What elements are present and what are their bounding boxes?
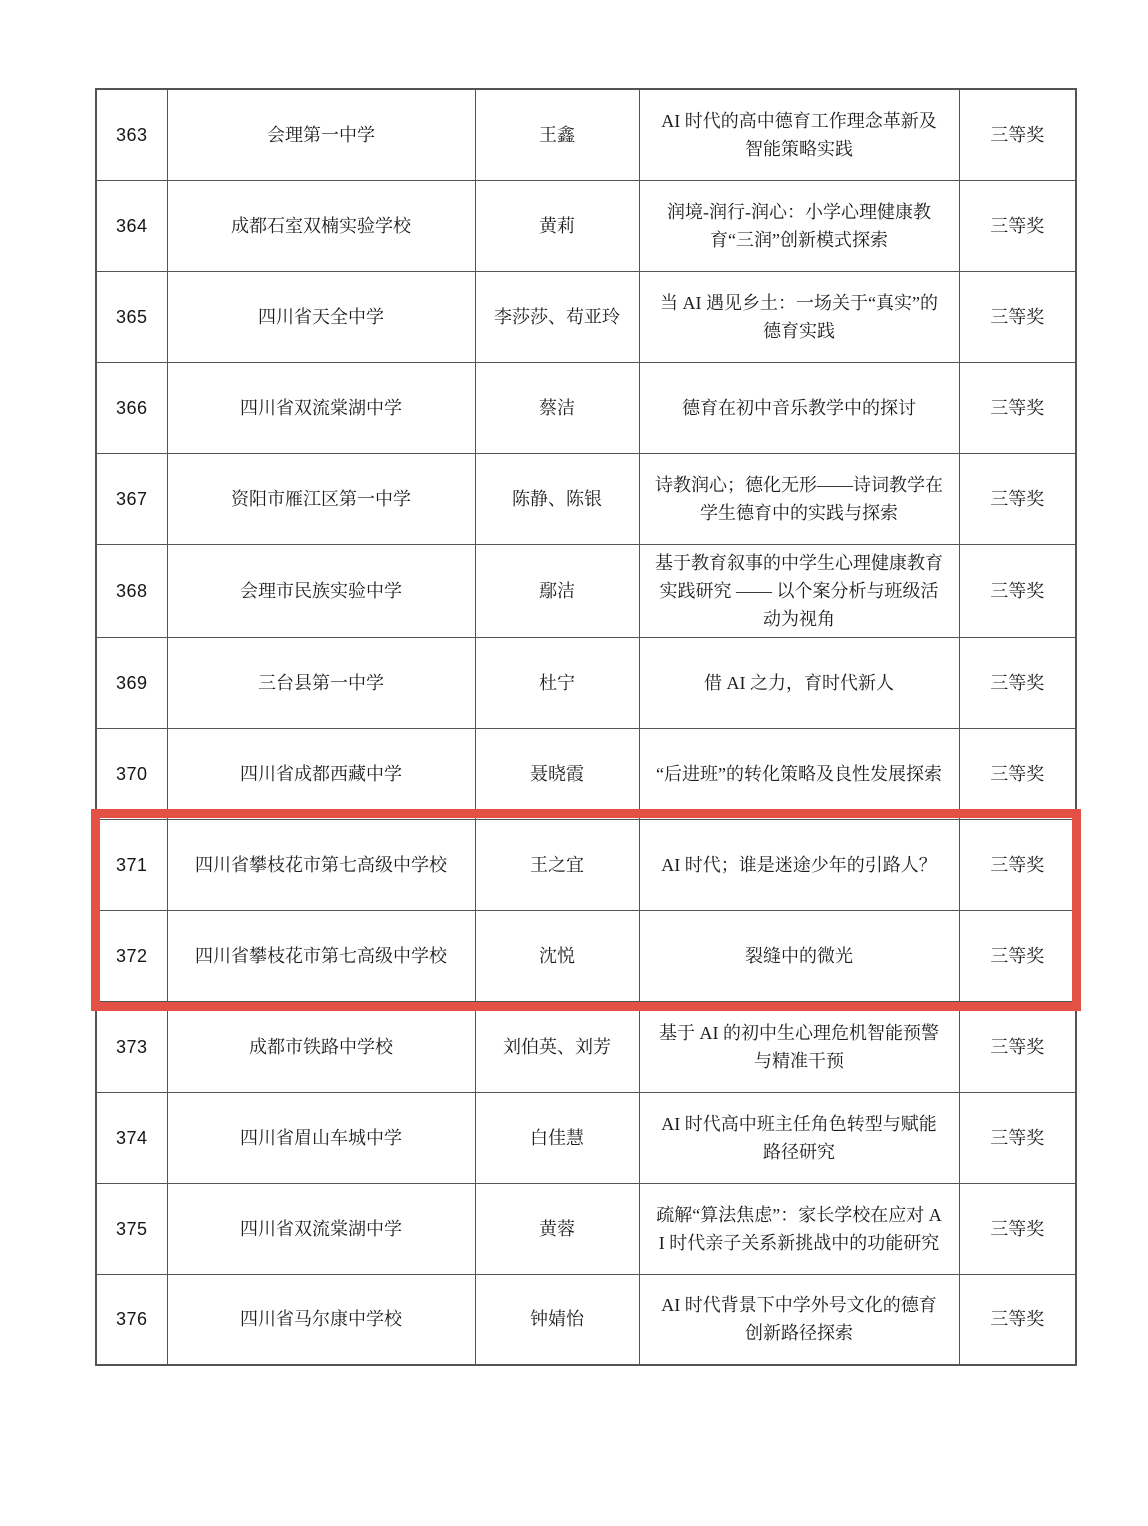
table-row <box>96 1183 1076 1274</box>
cell-no: 370 <box>96 728 167 819</box>
table-row <box>96 1001 1076 1092</box>
cell-title: 润境-润行-润心：小学心理健康教育“三润”创新模式探索 <box>639 180 959 271</box>
cell-school: 成都市铁路中学校 <box>167 1001 475 1092</box>
cell-author: 白佳慧 <box>475 1092 639 1183</box>
cell-award: 三等奖 <box>959 637 1076 728</box>
cell-no: 376 <box>96 1274 167 1365</box>
cell-no: 366 <box>96 362 167 453</box>
cell-title: 当 AI 遇见乡土：一场关于“真实”的德育实践 <box>639 271 959 362</box>
cell-no: 375 <box>96 1183 167 1274</box>
cell-award: 三等奖 <box>959 910 1076 1001</box>
table-row <box>96 1274 1076 1365</box>
cell-title: 借 AI 之力，育时代新人 <box>639 637 959 728</box>
table-row <box>96 637 1076 728</box>
cell-school: 三台县第一中学 <box>167 637 475 728</box>
cell-title: 疏解“算法焦虑”：家长学校在应对 AI 时代亲子关系新挑战中的功能研究 <box>639 1183 959 1274</box>
table-row <box>96 271 1076 362</box>
cell-title: AI 时代高中班主任角色转型与赋能路径研究 <box>639 1092 959 1183</box>
cell-author: 黄莉 <box>475 180 639 271</box>
cell-award: 三等奖 <box>959 362 1076 453</box>
table-row <box>96 453 1076 544</box>
cell-author: 鄢洁 <box>475 544 639 637</box>
cell-award: 三等奖 <box>959 1092 1076 1183</box>
cell-school: 四川省双流棠湖中学 <box>167 1183 475 1274</box>
table-row <box>96 362 1076 453</box>
cell-author: 沈悦 <box>475 910 639 1001</box>
cell-author: 王之宜 <box>475 819 639 910</box>
table-row <box>96 180 1076 271</box>
cell-award: 三等奖 <box>959 89 1076 180</box>
cell-no: 373 <box>96 1001 167 1092</box>
cell-school: 四川省成都西藏中学 <box>167 728 475 819</box>
cell-author: 陈静、陈银 <box>475 453 639 544</box>
cell-award: 三等奖 <box>959 271 1076 362</box>
cell-author: 钟婧怡 <box>475 1274 639 1365</box>
cell-author: 刘伯英、刘芳 <box>475 1001 639 1092</box>
cell-title: 基于教育叙事的中学生心理健康教育实践研究 —— 以个案分析与班级活动为视角 <box>639 544 959 637</box>
cell-no: 372 <box>96 910 167 1001</box>
cell-school: 成都石室双楠实验学校 <box>167 180 475 271</box>
cell-award: 三等奖 <box>959 1274 1076 1365</box>
table-row <box>96 544 1076 637</box>
cell-school: 会理第一中学 <box>167 89 475 180</box>
cell-school: 四川省攀枝花市第七高级中学校 <box>167 819 475 910</box>
cell-title: AI 时代；谁是迷途少年的引路人？ <box>639 819 959 910</box>
cell-school: 会理市民族实验中学 <box>167 544 475 637</box>
cell-award: 三等奖 <box>959 1001 1076 1092</box>
cell-author: 聂晓霞 <box>475 728 639 819</box>
table-row <box>96 1092 1076 1183</box>
cell-no: 364 <box>96 180 167 271</box>
cell-award: 三等奖 <box>959 180 1076 271</box>
cell-author: 李莎莎、苟亚玲 <box>475 271 639 362</box>
table-row <box>96 89 1076 180</box>
cell-title: AI 时代的高中德育工作理念革新及智能策略实践 <box>639 89 959 180</box>
cell-author: 黄蓉 <box>475 1183 639 1274</box>
cell-no: 368 <box>96 544 167 637</box>
cell-no: 369 <box>96 637 167 728</box>
cell-title: 裂缝中的微光 <box>639 910 959 1001</box>
table-row-highlighted <box>96 910 1076 1001</box>
cell-author: 蔡洁 <box>475 362 639 453</box>
cell-no: 371 <box>96 819 167 910</box>
cell-award: 三等奖 <box>959 544 1076 637</box>
awards-table <box>95 88 1077 1366</box>
cell-school: 四川省双流棠湖中学 <box>167 362 475 453</box>
cell-author: 王鑫 <box>475 89 639 180</box>
cell-school: 四川省马尔康中学校 <box>167 1274 475 1365</box>
cell-award: 三等奖 <box>959 728 1076 819</box>
cell-author: 杜宁 <box>475 637 639 728</box>
table-row-highlighted <box>96 819 1076 910</box>
cell-title: “后进班”的转化策略及良性发展探索 <box>639 728 959 819</box>
cell-title: 基于 AI 的初中生心理危机智能预警与精准干预 <box>639 1001 959 1092</box>
cell-no: 365 <box>96 271 167 362</box>
cell-award: 三等奖 <box>959 819 1076 910</box>
cell-no: 374 <box>96 1092 167 1183</box>
cell-title: 诗教润心；德化无形——诗词教学在学生德育中的实践与探索 <box>639 453 959 544</box>
cell-no: 363 <box>96 89 167 180</box>
awards-table-body <box>96 89 1076 1365</box>
cell-school: 四川省天全中学 <box>167 271 475 362</box>
cell-school: 四川省攀枝花市第七高级中学校 <box>167 910 475 1001</box>
cell-award: 三等奖 <box>959 453 1076 544</box>
cell-school: 四川省眉山车城中学 <box>167 1092 475 1183</box>
cell-no: 367 <box>96 453 167 544</box>
cell-title: AI 时代背景下中学外号文化的德育创新路径探索 <box>639 1274 959 1365</box>
table-row <box>96 728 1076 819</box>
cell-title: 德育在初中音乐教学中的探讨 <box>639 362 959 453</box>
cell-award: 三等奖 <box>959 1183 1076 1274</box>
cell-school: 资阳市雁江区第一中学 <box>167 453 475 544</box>
